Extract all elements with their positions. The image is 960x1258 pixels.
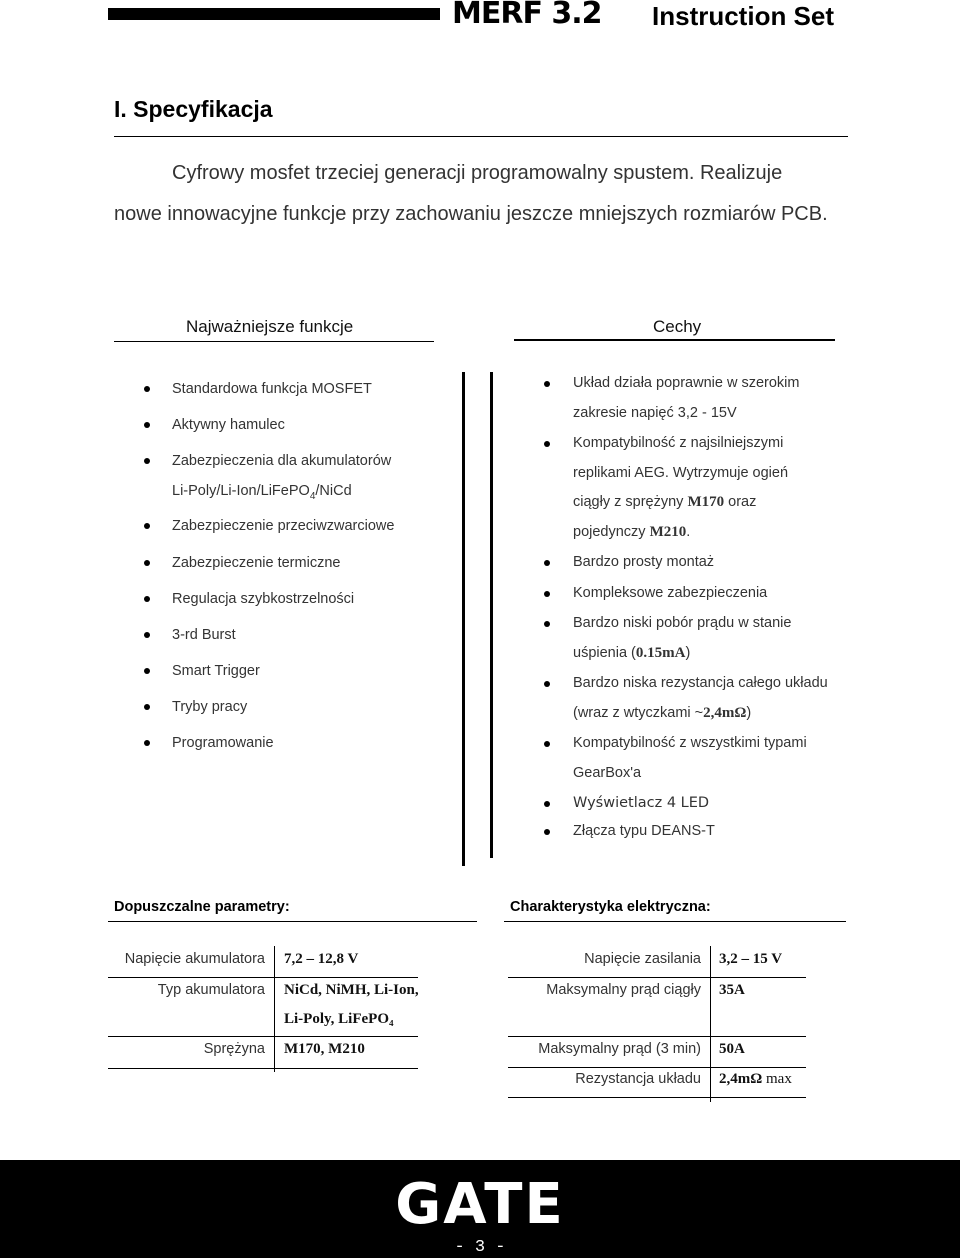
bullet-icon: [544, 441, 550, 447]
feature-line: Układ działa poprawnie w szerokim: [573, 375, 800, 391]
feature-line: pojedynczy M210.: [573, 524, 691, 540]
functions-rule: [114, 341, 434, 342]
electrical-value: 50A: [719, 1041, 745, 1057]
function-item: Smart Trigger: [172, 663, 260, 679]
bullet-icon: [544, 381, 550, 387]
gate-logo: GATE: [395, 1172, 565, 1237]
bullet-icon: [544, 591, 550, 597]
feature-line: Kompleksowe zabezpieczenia: [573, 585, 768, 601]
bullet-icon: [144, 386, 150, 392]
bullet-icon: [544, 801, 550, 807]
electrical-label: Napięcie zasilania: [584, 951, 701, 967]
params-column-separator: [274, 946, 275, 1072]
param-label: Sprężyna: [203, 1041, 265, 1057]
electrical-label: Maksymalny prąd ciągły: [546, 982, 701, 998]
feature-line: Bardzo prosty montaż: [573, 554, 715, 570]
functions-heading: Najważniejsze funkcje: [186, 317, 354, 336]
header-bar: [108, 8, 440, 20]
bullet-icon: [144, 668, 150, 674]
feature-line: Kompatybilność z najsilniejszymi: [573, 435, 784, 451]
bullet-icon: [144, 458, 150, 464]
electrical-value: 35A: [719, 982, 745, 998]
features-heading: Cechy: [653, 317, 702, 336]
bullet-icon: [144, 560, 150, 566]
param-value: 7,2 – 12,8 V: [284, 951, 359, 967]
feature-line: Bardzo niska rezystancja całego układu: [573, 675, 828, 691]
column-divider-left: [462, 372, 465, 866]
table-row-rule: [508, 1036, 806, 1037]
bullet-icon: [544, 560, 550, 566]
function-item: Tryby pracy: [172, 699, 248, 715]
feature-line: GearBox'a: [573, 765, 642, 781]
section-rule: [114, 136, 848, 137]
feature-line: (wraz z wtyczkami ~2,4mΩ): [573, 705, 752, 721]
function-item: 3-rd Burst: [172, 627, 236, 643]
electrical-label: Rezystancja układu: [575, 1071, 701, 1087]
bullet-icon: [144, 704, 150, 710]
electrical-value: 2,4mΩ max: [719, 1071, 792, 1087]
function-item: Aktywny hamulec: [172, 417, 285, 433]
param-label: Napięcie akumulatora: [124, 951, 265, 967]
function-item: Standardowa funkcja MOSFET: [172, 381, 372, 397]
feature-line: Złącza typu DEANS-T: [573, 823, 715, 839]
params-title: Dopuszczalne parametry:: [114, 899, 290, 915]
function-item: Zabezpieczenie przeciwzwarciowe: [172, 518, 395, 534]
electrical-rule: [504, 921, 846, 922]
feature-line: replikami AEG. Wytrzymuje ogień: [573, 465, 789, 481]
table-row-rule: [108, 977, 418, 978]
bullet-icon: [144, 632, 150, 638]
electrical-title: Charakterystyka elektryczna:: [510, 899, 711, 915]
electrical-label: Maksymalny prąd (3 min): [538, 1041, 701, 1057]
bullet-icon: [544, 681, 550, 687]
table-row-rule: [108, 1068, 418, 1069]
intro-line-1: Cyfrowy mosfet trzeciej generacji programowalny spustem. Realizuje: [172, 162, 783, 184]
electrical-value: 3,2 – 15 V: [719, 951, 783, 967]
bullet-icon: [544, 829, 550, 835]
bullet-icon: [544, 741, 550, 747]
feature-line: Bardzo niski pobór prądu w stanie: [573, 615, 792, 631]
header-title: Instruction Set: [652, 1, 835, 31]
table-row-rule: [508, 977, 806, 978]
section-title: I. Specyfikacja: [114, 96, 273, 122]
function-item: Zabezpieczenie termiczne: [172, 555, 341, 571]
feature-line: Kompatybilność z wszystkimi typami: [573, 735, 807, 751]
electrical-column-separator: [710, 946, 711, 1102]
function-item: Zabezpieczenia dla akumulatorów: [172, 453, 392, 469]
page-number: - 3 -: [454, 1238, 506, 1257]
param-value: M170, M210: [284, 1041, 365, 1057]
bullet-icon: [144, 596, 150, 602]
features-rule: [514, 339, 835, 341]
table-row-rule: [508, 1097, 806, 1098]
bullet-icon: [144, 422, 150, 428]
table-row-rule: [108, 1036, 418, 1037]
params-rule: [108, 921, 477, 922]
bullet-icon: [144, 740, 150, 746]
bullet-icon: [544, 621, 550, 627]
function-item: Regulacja szybkostrzelności: [172, 591, 355, 607]
param-value: NiCd, NiMH, Li-Ion,: [284, 982, 419, 998]
feature-line: uśpienia (0.15mA): [573, 645, 691, 661]
bullet-icon: [144, 523, 150, 529]
feature-line: ciągły z sprężyny M170 oraz: [573, 494, 757, 510]
param-label: Typ akumulatora: [157, 982, 265, 998]
feature-line: Wyświetlacz 4 LED: [573, 795, 710, 811]
table-row-rule: [508, 1067, 806, 1068]
function-item: Programowanie: [172, 735, 274, 751]
brand-logo: MERF 3.2: [452, 0, 602, 31]
column-divider-right: [490, 372, 493, 858]
intro-line-2: nowe innowacyjne funkcje przy zachowaniu jeszcze mniejszych rozmiarów PCB.: [114, 203, 828, 225]
param-value: Li-Poly, LiFePO₄: [284, 1011, 394, 1027]
feature-line: zakresie napięć 3,2 - 15V: [573, 405, 737, 421]
function-item: Li-Poly/Li-Ion/LiFePO$_4$/NiCd: [172, 483, 352, 502]
